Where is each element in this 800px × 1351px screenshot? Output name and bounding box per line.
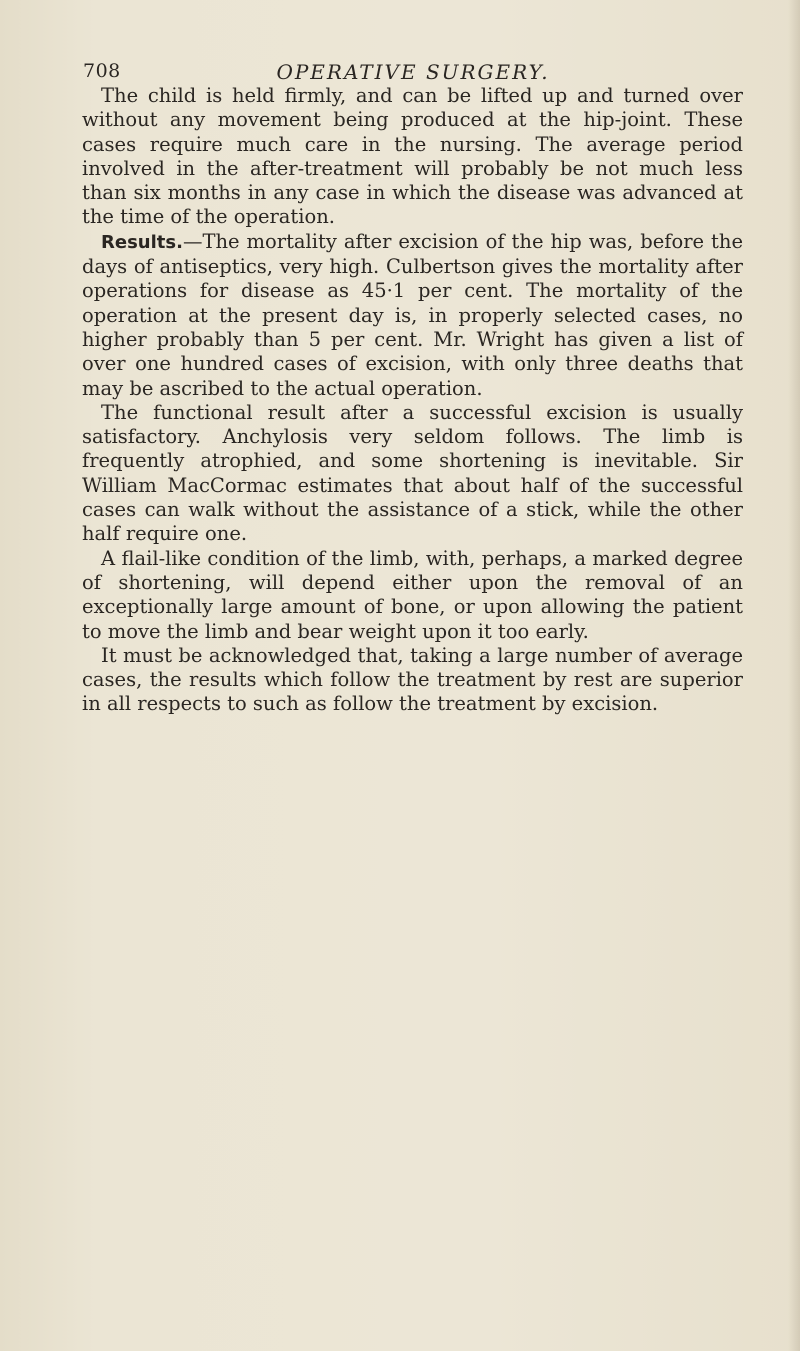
paragraph-2-text: —The mortality after excision of the hip was, before the days of antiseptics, very high. Culbertson gives the mortality after operations for disease as 45·1 per cent. The mortality of the operation at the present day is, in properly selected cases, no higher probably than 5 per cent. Mr. Wright has given a list of over one hundred cases of excision, with only three deaths that may be ascribed to the actual operation.: [82, 229, 743, 400]
paragraph-4: [82, 547, 743, 644]
paragraph-5-text: It must be acknowledged that, taking a large number of average cases, the results which follow the treatment by rest are superior in all respects to such as follow the treatment by excision.: [82, 643, 743, 716]
results-heading: Results.: [101, 231, 183, 253]
paragraph-3-text: The functional result after a successful excision is usually satisfactory. Anchylosis very seldom follows. The limb is frequently atrophied, and some shortening is inevitable. Sir William MacCormac estimates that about half of the successful cases can walk without the assistance of a stick, while the other half require one.: [82, 400, 743, 546]
running-title: OPERATIVE SURGERY.: [276, 60, 550, 84]
paragraph-results: [82, 230, 743, 401]
paragraph-1-text: The child is held firmly, and can be lifted up and turned over without any movement being produced at the hip-joint. These cases require much care in the nursing. The average period involved in the after-treatment will probably be not much less than six months in any case in which the disease was advanced at the time of the operation.: [82, 84, 743, 229]
body-text: [82, 84, 743, 717]
page-number: 708: [83, 60, 121, 82]
paragraph-5: [82, 644, 743, 717]
paragraph-1: [82, 84, 743, 230]
paragraph-3: [82, 401, 743, 547]
page-edge-shadow: [788, 0, 800, 1351]
paragraph-4-text: A flail-like condition of the limb, with, perhaps, a marked degree of shortening, will depend either upon the removal of an exceptionally large amount of bone, or upon allowing the patient to move the limb and bear weight upon it too early.: [82, 546, 743, 643]
